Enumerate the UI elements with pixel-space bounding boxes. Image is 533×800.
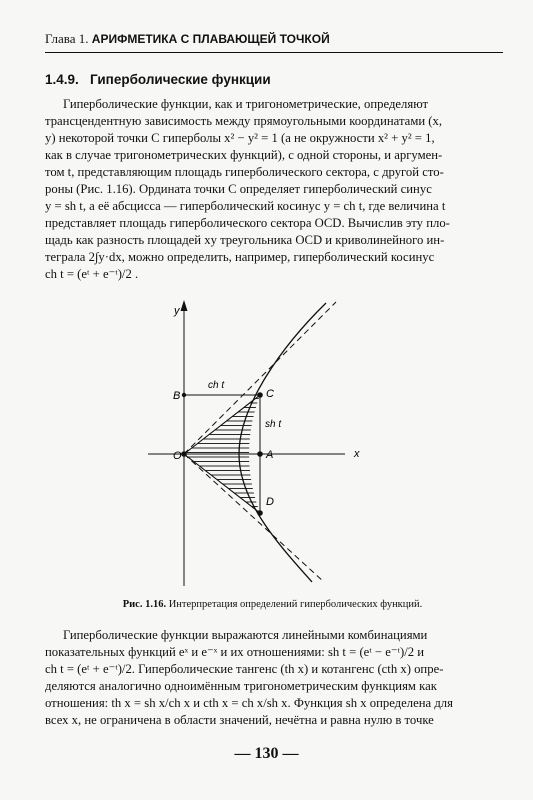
point-o	[181, 451, 187, 457]
header-rule	[45, 52, 503, 53]
point-c	[257, 392, 263, 398]
chapter-label: Глава 1.	[45, 31, 89, 46]
text-line: деляются аналогично одноимённым тригонометрическим функциям как	[45, 679, 437, 693]
label-c: C	[266, 388, 274, 400]
running-header	[45, 31, 500, 47]
point-b	[182, 393, 186, 397]
text-line: как в случае тригонометрических функций), с одной стороны, и аргумен-	[45, 148, 443, 162]
label-x: x	[354, 448, 360, 460]
caption-text: Интерпретация определений гиперболических функций.	[168, 599, 423, 610]
section-heading	[45, 72, 271, 87]
text-line: представляет площадь гиперболического сектора OCD. Вычислив эту пло-	[45, 216, 450, 230]
hyperbola-figure	[140, 294, 390, 589]
asymptote-lower	[184, 454, 324, 582]
text-line: y = sh t, а её абсцисса — гиперболический косинус y = ch t, где величина t	[45, 199, 446, 213]
y-axis-arrow	[181, 300, 188, 311]
caption-label: Рис. 1.16.	[122, 599, 167, 610]
text-line: Гиперболические функции, как и тригонометрические, определяют	[63, 97, 429, 111]
section-title: Гиперболические функции	[90, 72, 271, 87]
text-line: показательных функций eˣ и e⁻ˣ и их отношениями: sh t = (eᵗ − e⁻ᵗ)/2 и	[45, 645, 425, 659]
label-sh-t: sh t	[265, 419, 282, 430]
text-line: трансцендентную зависимость между прямоугольными координатами (x,	[45, 114, 443, 128]
section-number: 1.4.9.	[45, 72, 79, 87]
label-ch-t: ch t	[208, 380, 225, 391]
text-line: щадь как разность площадей xy треугольника OCD и криволинейного ин-	[45, 233, 445, 247]
text-line: том t, представляющим площадь гиперболического сектора, с другой сто-	[45, 165, 444, 179]
label-y: y	[174, 305, 180, 317]
paragraph-functions	[45, 627, 505, 729]
label-a: A	[266, 449, 274, 461]
text-line: отношения: th x = sh x/ch x и cth x = ch x/sh x. Функция sh x определена для	[45, 696, 453, 710]
text-line: ch t = (eᵗ + e⁻ᵗ)/2. Гиперболические тангенс (th x) и котангенс (cth x) опре-	[45, 662, 444, 676]
paragraph-intro	[45, 96, 505, 283]
text-line: теграла 2∫y·dx, можно определить, например, гиперболический косинус	[45, 250, 435, 264]
page-number: — 130 —	[234, 745, 299, 762]
point-d	[257, 510, 263, 516]
label-o: O	[173, 450, 182, 462]
label-d: D	[266, 496, 274, 508]
chapter-title: АРИФМЕТИКА С ПЛАВАЮЩЕЙ ТОЧКОЙ	[91, 32, 330, 46]
hyperbola-curve	[239, 303, 326, 582]
text-line: ch t = (eᵗ + e⁻ᵗ)/2 .	[45, 267, 139, 281]
text-line: роны (Рис. 1.16). Ордината точки C определяет гиперболический синус	[45, 182, 432, 196]
text-line: Гиперболические функции выражаются линейными комбинациями	[63, 628, 428, 642]
text-line: y) некоторой точки C гиперболы x² − y² = 1 (а не окружности x² + y² = 1,	[45, 131, 435, 145]
label-b: B	[173, 390, 181, 402]
point-a	[257, 451, 263, 457]
text-line: всех x, не ограничена в области значений, нечётна и равна нулю в точке	[45, 713, 434, 727]
figure-caption	[45, 599, 500, 610]
